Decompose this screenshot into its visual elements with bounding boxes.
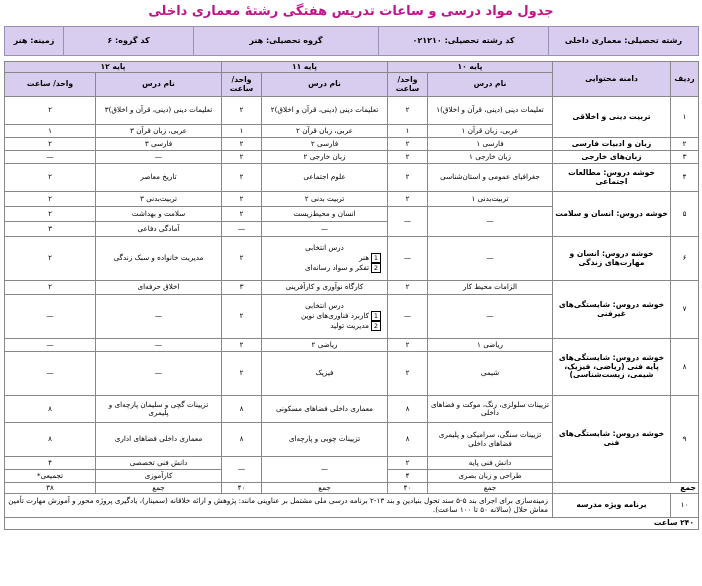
special-program-row bbox=[5, 494, 699, 518]
row-number: ۸ bbox=[671, 339, 699, 396]
units-cell: ۱ bbox=[388, 125, 428, 138]
course-cell: تزیینات سنگی، سرامیکی و پلیمری فضاهای داخلی bbox=[428, 423, 553, 457]
units-cell: ۴ bbox=[5, 457, 96, 470]
domain-cell: زبان‌های خارجی bbox=[553, 151, 671, 164]
units-cell: — bbox=[222, 222, 262, 237]
option-label: کاربرد فناوری‌های نوین bbox=[301, 310, 369, 320]
units-cell: ۲ bbox=[388, 151, 428, 164]
row-number: ۵ bbox=[671, 192, 699, 237]
course-cell: ریاضی ۲ bbox=[262, 339, 388, 352]
program-info-table bbox=[4, 26, 699, 56]
course-cell: — bbox=[428, 207, 553, 237]
col-units-12: واحد/ ساعت bbox=[5, 73, 96, 97]
domain-cell: خوشه دروس: مطالعات اجتماعی bbox=[553, 164, 671, 192]
curriculum-table bbox=[4, 61, 699, 530]
table-row bbox=[5, 151, 699, 164]
course-cell: اخلاق حرفه‌ای bbox=[96, 281, 222, 295]
total-label-10: جمع bbox=[428, 483, 553, 494]
course-cell: — bbox=[262, 222, 388, 237]
course-cell: فیزیک bbox=[262, 352, 388, 396]
option-box-1: 1 bbox=[371, 253, 381, 263]
row-number: ۱۰ bbox=[671, 494, 699, 518]
field-code: کد رشته تحصیلی: ۰۲۱۲۱۰ bbox=[379, 27, 549, 56]
course-cell: کارآموزی bbox=[96, 470, 222, 483]
col-row: ردیف bbox=[671, 62, 699, 97]
page-title: جدول مواد درسی و ساعات تدریس هفتگی رشتهٔ معماری داخلی bbox=[148, 4, 554, 19]
course-cell: معماری داخلی فضاهای اداری bbox=[96, 423, 222, 457]
total-label-11: جمع bbox=[262, 483, 388, 494]
units-cell: ۲ bbox=[388, 281, 428, 295]
col-grade11: پایه ۱۱ bbox=[222, 62, 388, 73]
units-cell: ۲ bbox=[388, 138, 428, 151]
course-cell: سلامت و بهداشت bbox=[96, 207, 222, 222]
units-cell: ۲ bbox=[222, 237, 262, 281]
domain-cell: خوشه دروس: شایستگی‌های پایه فنی (ریاضی، فیزیک، شیمی، زیست‌شناسی) bbox=[553, 339, 671, 396]
course-cell: دانش فنی تخصصی bbox=[96, 457, 222, 470]
elective-option bbox=[264, 263, 385, 273]
col-grade10: پایه ۱۰ bbox=[388, 62, 553, 73]
table-row bbox=[5, 339, 699, 352]
units-cell: ۸ bbox=[5, 396, 96, 423]
units-cell: ۲ bbox=[5, 281, 96, 295]
units-cell: ۸ bbox=[388, 423, 428, 457]
units-cell: ۲ bbox=[222, 164, 262, 192]
course-cell: کارگاه نوآوری و کارآفرینی bbox=[262, 281, 388, 295]
table-row bbox=[5, 192, 699, 207]
course-cell: طراحی و زبان بصری bbox=[428, 470, 553, 483]
row-number: ۲ bbox=[671, 138, 699, 151]
units-cell: — bbox=[5, 295, 96, 339]
units-cell: ۲ bbox=[222, 295, 262, 339]
units-cell: — bbox=[222, 457, 262, 483]
units-cell: ۸ bbox=[222, 423, 262, 457]
option-box-1: 1 bbox=[371, 311, 381, 321]
course-cell: — bbox=[96, 339, 222, 352]
row-number: ۹ bbox=[671, 396, 699, 483]
units-cell: ۲ bbox=[388, 192, 428, 207]
units-cell: ۲ bbox=[222, 352, 262, 396]
total-row bbox=[5, 483, 699, 494]
units-cell: — bbox=[388, 295, 428, 339]
course-cell: زبان خارجی ۲ bbox=[262, 151, 388, 164]
table-row bbox=[5, 396, 699, 423]
course-cell: تربیت بدنی ۲ bbox=[262, 192, 388, 207]
units-cell: — bbox=[5, 151, 96, 164]
units-cell: ۳ bbox=[222, 281, 262, 295]
units-cell: ۴ bbox=[388, 470, 428, 483]
grand-total: ۲۴۰ ساعت bbox=[5, 518, 699, 530]
col-grade12: پایه ۱۲ bbox=[5, 62, 222, 73]
option-label: تفکر و سواد رسانه‌ای bbox=[305, 262, 369, 272]
course-cell: انسان و محیط‌زیست bbox=[262, 207, 388, 222]
domain-label: زمینه: هنر bbox=[5, 27, 64, 56]
course-cell: دانش فنی پایه bbox=[428, 457, 553, 470]
table-row bbox=[5, 237, 699, 281]
elective-title: درس انتخابی bbox=[305, 301, 344, 311]
course-cell: ریاضی ۱ bbox=[428, 339, 553, 352]
units-cell: ۸ bbox=[222, 396, 262, 423]
course-cell: جغرافیای عمومی و استان‌شناسی bbox=[428, 164, 553, 192]
col-domain: دامنه محتوایی bbox=[553, 62, 671, 97]
table-row bbox=[5, 97, 699, 125]
table-row bbox=[5, 164, 699, 192]
course-cell: — bbox=[96, 295, 222, 339]
elective-cell bbox=[262, 237, 388, 281]
option-label: مدیریت تولید bbox=[330, 320, 369, 330]
course-cell: فارسی ۳ bbox=[96, 138, 222, 151]
units-cell: ۱ bbox=[222, 125, 262, 138]
domain-cell: خوشه دروس: انسان و مهارت‌های زندگی bbox=[553, 237, 671, 281]
row-number: ۷ bbox=[671, 281, 699, 339]
units-cell: — bbox=[5, 352, 96, 396]
course-cell: معماری داخلی فضاهای مسکونی bbox=[262, 396, 388, 423]
course-cell: تزیینات گچی و سلیمان پارچه‌ای و پلیمری bbox=[96, 396, 222, 423]
elective-option bbox=[264, 321, 385, 331]
field-label: رشته تحصیلی: معماری داخلی bbox=[549, 27, 699, 56]
units-cell: ۲ bbox=[222, 207, 262, 222]
course-cell: شیمی bbox=[428, 352, 553, 396]
row-number: ۱ bbox=[671, 97, 699, 138]
grand-total-row bbox=[5, 518, 699, 530]
course-cell: مدیریت خانواده و سبک زندگی bbox=[96, 237, 222, 281]
course-cell: تزیینات سلولزی، رنگ، موکت و فضاهای داخلی bbox=[428, 396, 553, 423]
units-cell: ۸ bbox=[388, 396, 428, 423]
units-cell: ۲ bbox=[222, 97, 262, 125]
units-cell: تجمیعی* bbox=[5, 470, 96, 483]
course-cell: — bbox=[262, 457, 388, 483]
col-units-10: واحد/ ساعت bbox=[388, 73, 428, 97]
units-cell: ۲ bbox=[388, 164, 428, 192]
option-label: هنر bbox=[359, 252, 369, 262]
units-cell: — bbox=[388, 237, 428, 281]
course-cell: آمادگی دفاعی bbox=[96, 222, 222, 237]
course-cell: علوم اجتماعی bbox=[262, 164, 388, 192]
col-course-10: نام درس bbox=[428, 73, 553, 97]
units-cell: ۲ bbox=[5, 207, 96, 222]
course-cell: تعلیمات دینی (دینی، قرآن و اخلاق)۱ bbox=[428, 97, 553, 125]
total-value-10: ۴۰ bbox=[388, 483, 428, 494]
units-cell: ۲ bbox=[222, 138, 262, 151]
course-cell: تزیینات چوبی و پارچه‌ای bbox=[262, 423, 388, 457]
units-cell: ۲ bbox=[388, 339, 428, 352]
domain-cell: خوشه دروس: شایستگی‌های فنی bbox=[553, 396, 671, 483]
units-cell: ۱ bbox=[5, 125, 96, 138]
elective-title: درس انتخابی bbox=[305, 243, 344, 253]
row-number: ۶ bbox=[671, 237, 699, 281]
col-units-11: واحد/ ساعت bbox=[222, 73, 262, 97]
course-cell: — bbox=[428, 295, 553, 339]
units-cell: ۲ bbox=[222, 151, 262, 164]
group-code: کد گروه: ۶ bbox=[64, 27, 194, 56]
domain-cell: خوشه دروس: انسان و سلامت bbox=[553, 192, 671, 237]
units-cell: ۸ bbox=[5, 423, 96, 457]
course-cell: تعلیمات دینی (دینی، قرآن و اخلاق)۲ bbox=[262, 97, 388, 125]
option-box-2: 2 bbox=[371, 263, 381, 273]
units-cell: ۲ bbox=[5, 97, 96, 125]
course-cell: تعلیمات دینی (دینی، قرآن و اخلاق)۳ bbox=[96, 97, 222, 125]
group-label: گروه تحصیلی: هنر bbox=[194, 27, 379, 56]
total-value-12: ۳۸ bbox=[5, 483, 96, 494]
course-cell: عربی، زبان قرآن ۱ bbox=[428, 125, 553, 138]
course-cell: فارسی ۲ bbox=[262, 138, 388, 151]
total-label-12: جمع bbox=[96, 483, 222, 494]
course-cell: تربیت‌بدنی ۱ bbox=[428, 192, 553, 207]
course-cell: عربی، زبان قرآن ۲ bbox=[262, 125, 388, 138]
units-cell: ۲ bbox=[5, 138, 96, 151]
domain-cell: زبان و ادبیات فارسی bbox=[553, 138, 671, 151]
row-number: ۴ bbox=[671, 164, 699, 192]
table-row bbox=[5, 281, 699, 295]
col-course-11: نام درس bbox=[262, 73, 388, 97]
table-row bbox=[5, 138, 699, 151]
domain-cell: خوشه دروس: شایستگی‌های غیرفنی bbox=[553, 281, 671, 339]
units-cell: ۲ bbox=[388, 97, 428, 125]
option-box-2: 2 bbox=[371, 321, 381, 331]
course-cell: الزامات محیط کار bbox=[428, 281, 553, 295]
course-cell: تربیت‌بدنی ۳ bbox=[96, 192, 222, 207]
units-cell: ۳ bbox=[5, 222, 96, 237]
units-cell: — bbox=[5, 339, 96, 352]
units-cell: ۲ bbox=[5, 164, 96, 192]
domain-cell: تربیت دینی و اخلاقی bbox=[553, 97, 671, 138]
units-cell: ۲ bbox=[5, 237, 96, 281]
course-cell: — bbox=[96, 151, 222, 164]
course-cell: زبان خارجی ۱ bbox=[428, 151, 553, 164]
special-program-label: برنامه ویژه مدرسه bbox=[553, 494, 671, 518]
course-cell: — bbox=[428, 237, 553, 281]
units-cell: ۲ bbox=[5, 192, 96, 207]
special-program-text: زمینه‌سازی برای اجرای بند ۵-۵ سند تحول بنیادین و بند ۱۳-۲ برنامه درسی ملی مشتمل بر عناوینی مانند: پژوهش و ارائه خلاقانه (سمینار)، یادگیری پروژه محور و آموزش مهارت تأمین معاش حلال (سالانه ۵۰ تا ۱۰۰ ساعت). bbox=[5, 494, 553, 518]
units-cell: ۲ bbox=[388, 352, 428, 396]
course-cell: — bbox=[96, 352, 222, 396]
course-cell: عربی، زبان قرآن ۳ bbox=[96, 125, 222, 138]
units-cell: ۲ bbox=[222, 339, 262, 352]
row-number: ۳ bbox=[671, 151, 699, 164]
elective-cell bbox=[262, 295, 388, 339]
elective-option bbox=[264, 253, 385, 263]
total-value-11: ۴۰ bbox=[222, 483, 262, 494]
total-label: جمع bbox=[553, 483, 699, 494]
course-cell: تاریخ معاصر bbox=[96, 164, 222, 192]
col-course-12: نام درس bbox=[96, 73, 222, 97]
course-cell: فارسی ۱ bbox=[428, 138, 553, 151]
elective-option bbox=[264, 311, 385, 321]
units-cell: ۲ bbox=[222, 192, 262, 207]
units-cell: — bbox=[388, 207, 428, 237]
units-cell: ۲ bbox=[388, 457, 428, 470]
